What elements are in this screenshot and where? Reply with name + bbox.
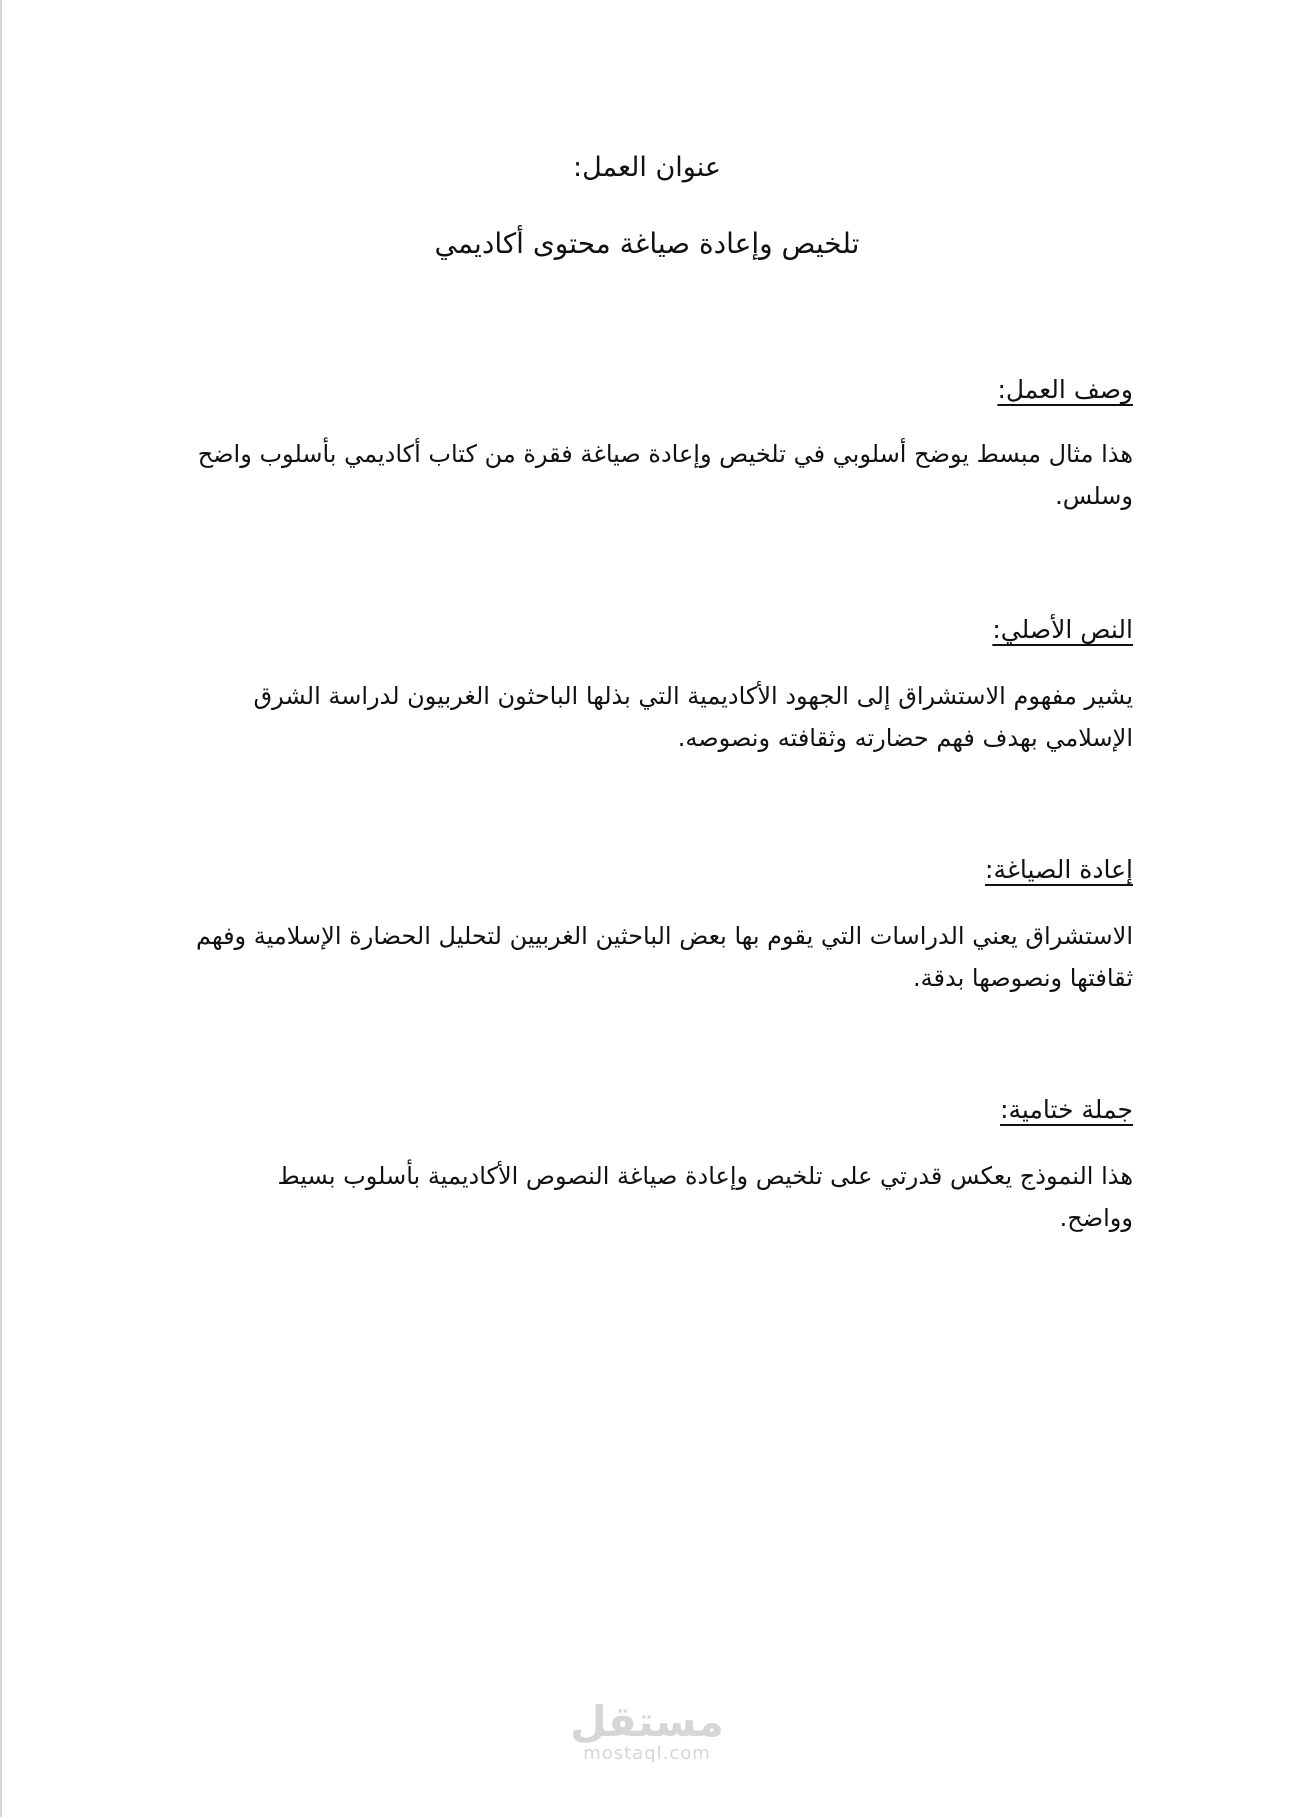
mostaql-watermark xyxy=(562,1697,732,1764)
section-body-conclusion: هذا النموذج يعكس قدرتي على تلخيص وإعادة صياغة النصوص الأكاديمية بأسلوب بسيط وواضح. xyxy=(277,1162,1133,1232)
section-heading-conclusion: جملة ختامية: xyxy=(1000,1095,1133,1124)
watermark-logo: مستقل xyxy=(570,1697,724,1746)
work-title: تلخيص وإعادة صياغة محتوى أكاديمي xyxy=(434,227,860,260)
section-body-original-text: يشير مفهوم الاستشراق إلى الجهود الأكاديمية التي بذلها الباحثون الغربيون لدراسة الشرق الإسلامي بهدف فهم حضارته وثقافته ونصوصه. xyxy=(253,682,1133,752)
section-heading-description: وصف العمل: xyxy=(997,375,1133,404)
section-heading-paraphrase: إعادة الصياغة: xyxy=(985,855,1133,884)
section-heading-original-text: النص الأصلي: xyxy=(992,615,1133,644)
section-body-description: هذا مثال مبسط يوضح أسلوبي في تلخيص وإعادة صياغة فقرة من كتاب أكاديمي بأسلوب واضح وسلس. xyxy=(197,440,1133,510)
section-body-paraphrase: الاستشراق يعني الدراسات التي يقوم بها بعض الباحثين الغربيين لتحليل الحضارة الإسلامية وفهم ثقافتها ونصوصها بدقة. xyxy=(196,922,1133,992)
work-title-label: عنوان العمل: xyxy=(572,152,722,183)
watermark-url: mostaql.com xyxy=(583,1743,711,1764)
